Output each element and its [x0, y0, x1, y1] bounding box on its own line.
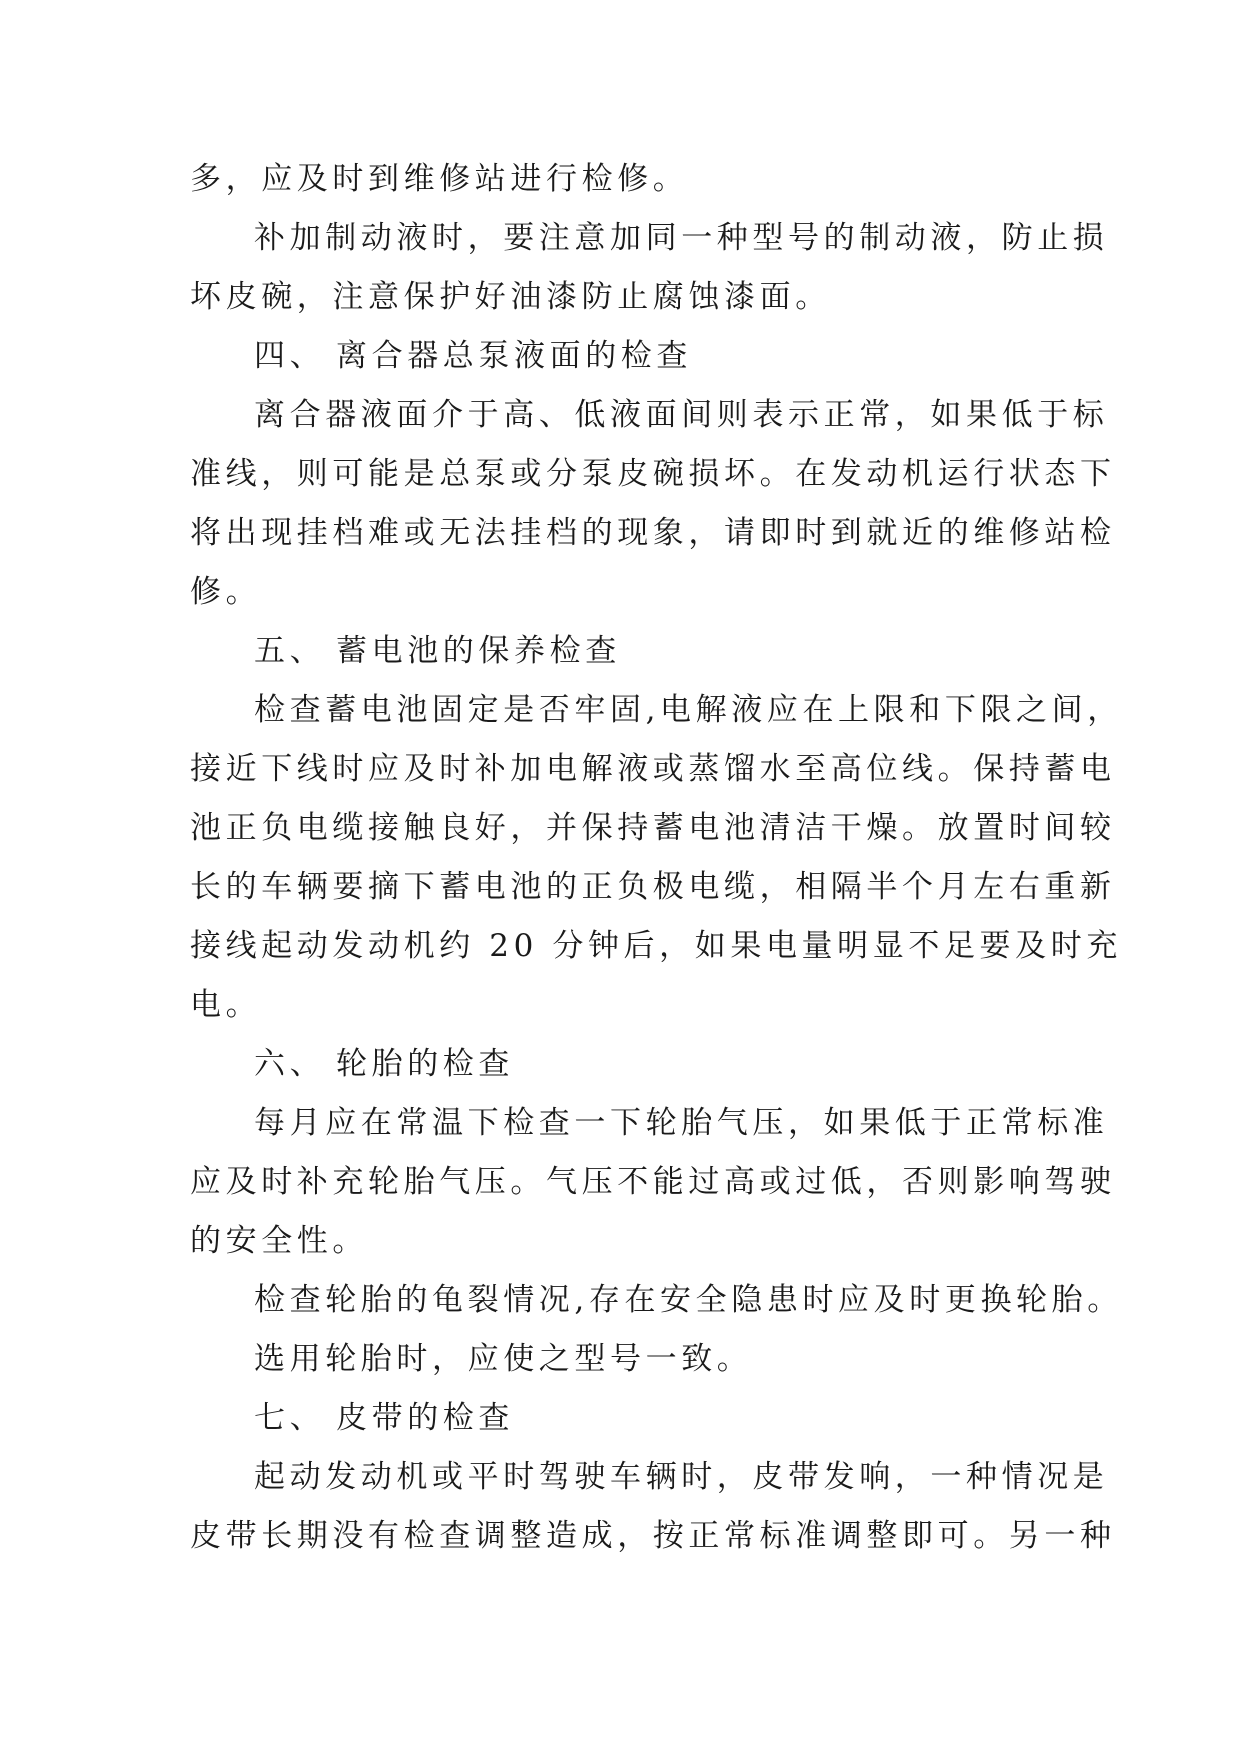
section-heading — [190, 622, 1052, 681]
section-heading — [190, 1389, 1052, 1448]
section-number: 四、 — [254, 338, 326, 374]
paragraph-line: 多，应及时到维修站进行检修。 — [190, 161, 689, 197]
paragraph-line: 检查蓄电池固定是否牢固,电解液应在上限和下限之间， — [254, 692, 1123, 728]
section-heading — [190, 1035, 1052, 1094]
section-number: 五、 — [254, 633, 326, 669]
paragraph-line: 接近下线时应及时补加电解液或蒸馏水至高位线。保持蓄电 — [190, 751, 1116, 787]
paragraph-line: 应及时补充轮胎气压。气压不能过高或过低，否则影响驾驶 — [190, 1164, 1116, 1200]
paragraph-line: 选用轮胎时，应使之型号一致。 — [254, 1341, 753, 1377]
section-number: 七、 — [254, 1400, 326, 1436]
paragraph-line: 检查轮胎的龟裂情况,存在安全隐患时应及时更换轮胎。 — [254, 1282, 1123, 1318]
paragraph-line: 补加制动液时，要注意加同一种型号的制动液，防止损 — [254, 220, 1109, 256]
section-number: 六、 — [254, 1046, 326, 1082]
paragraph-line: 长的车辆要摘下蓄电池的正负极电缆，相隔半个月左右重新 — [190, 869, 1116, 905]
section-heading — [190, 327, 1052, 386]
paragraph-line: 准线，则可能是总泵或分泵皮碗损坏。在发动机运行状态下 — [190, 456, 1116, 492]
paragraph-line: 皮带长期没有检查调整造成，按正常标准调整即可。另一种 — [190, 1518, 1116, 1554]
paragraph-line: 起动发动机或平时驾驶车辆时，皮带发响，一种情况是 — [254, 1459, 1109, 1495]
paragraph-line: 离合器液面介于高、低液面间则表示正常，如果低于标 — [254, 397, 1109, 433]
paragraph-line: 的安全性。 — [190, 1223, 368, 1259]
section-title: 蓄电池的保养检查 — [336, 633, 621, 669]
section-title: 轮胎的检查 — [336, 1046, 514, 1082]
section-title: 皮带的检查 — [336, 1400, 514, 1436]
paragraph-line: 接线起动发动机约 20 分钟后，如果电量明显不足要及时充 — [190, 928, 1122, 964]
paragraph-line: 电。 — [190, 987, 262, 1023]
paragraph-line: 池正负电缆接触良好，并保持蓄电池清洁干燥。放置时间较 — [190, 810, 1116, 846]
section-title: 离合器总泵液面的检查 — [336, 338, 692, 374]
paragraph-line: 每月应在常温下检查一下轮胎气压，如果低于正常标准 — [254, 1105, 1109, 1141]
paragraph-line: 修。 — [190, 574, 262, 610]
paragraph-line: 将出现挂档难或无法挂档的现象，请即时到就近的维修站检 — [190, 515, 1116, 551]
paragraph-line: 坏皮碗，注意保护好油漆防止腐蚀漆面。 — [190, 279, 831, 315]
document-page — [190, 150, 1123, 1566]
